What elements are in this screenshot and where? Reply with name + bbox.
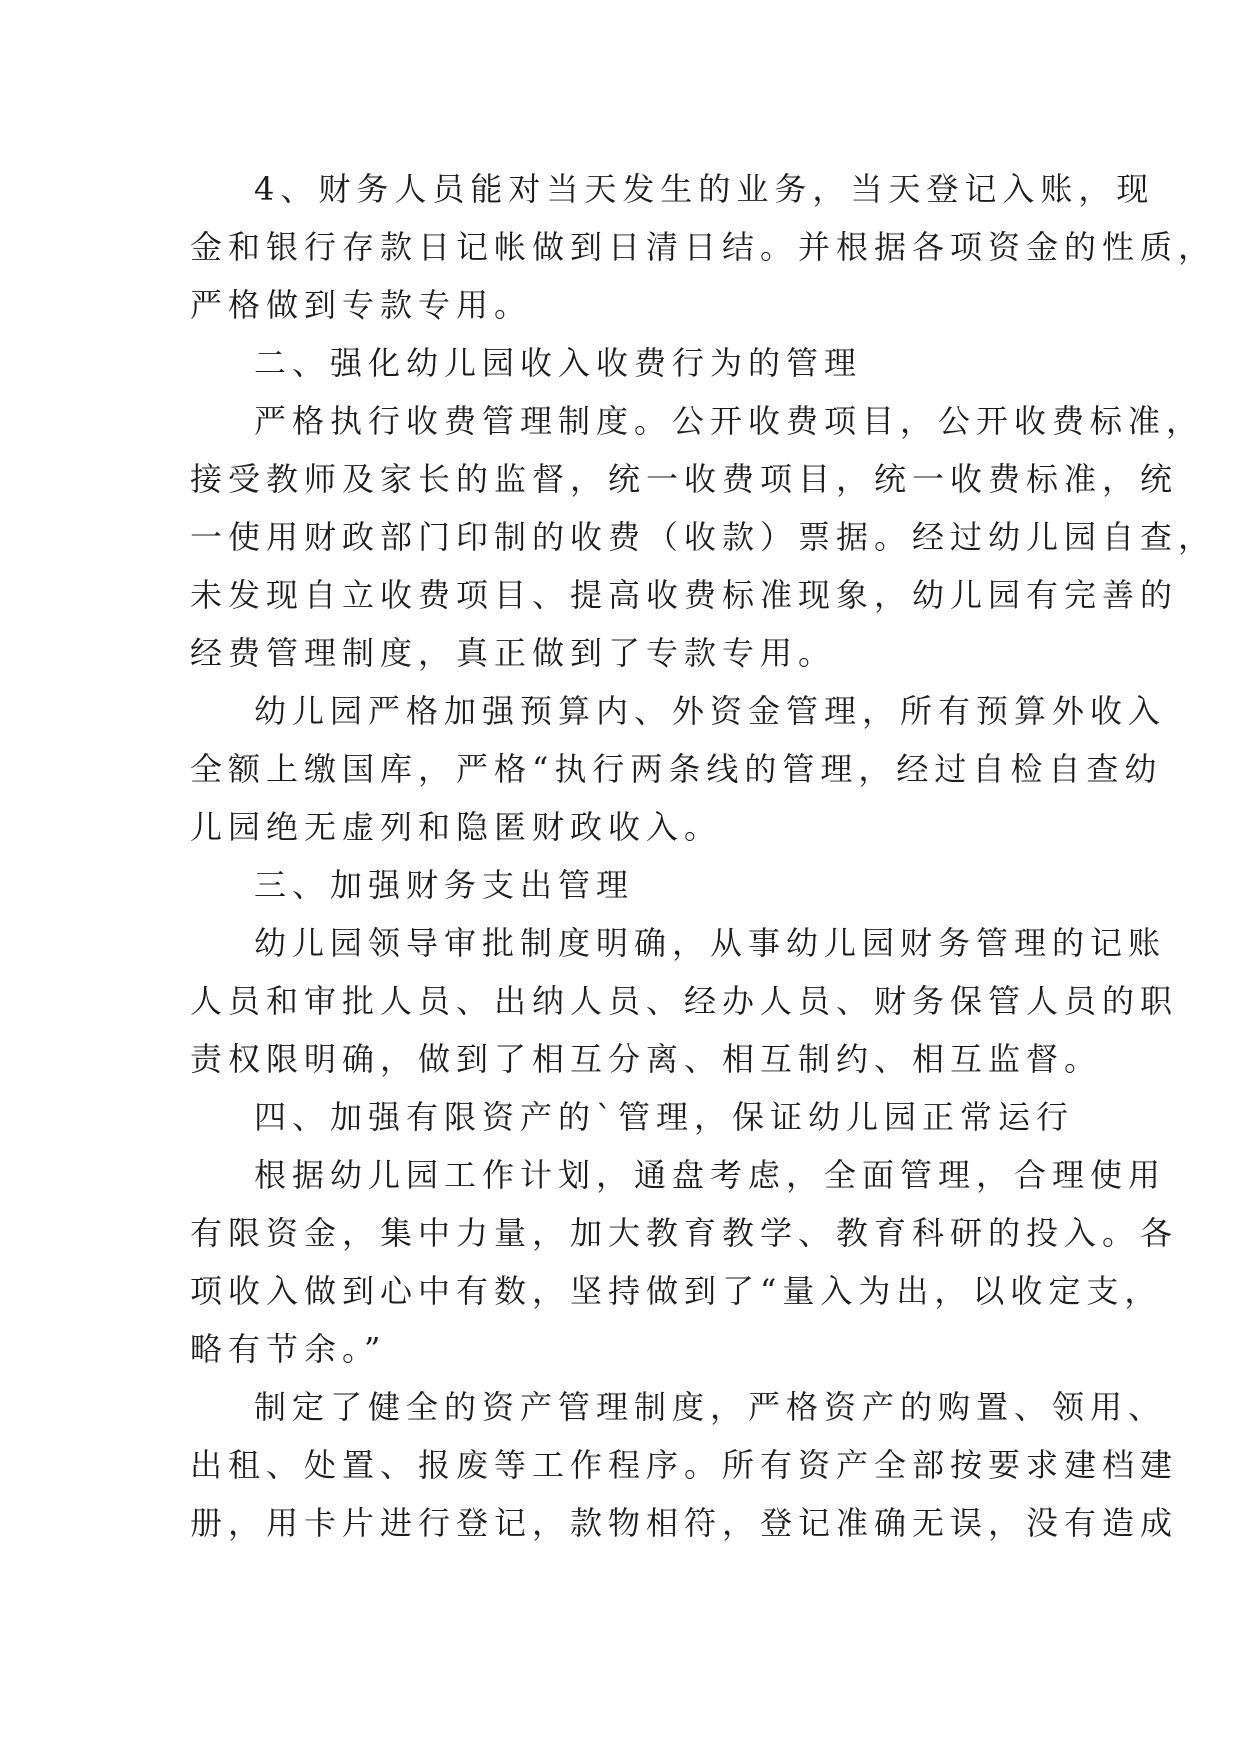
text-line: 严格执行收费管理制度。公开收费项目，公开收费标准， bbox=[254, 402, 1205, 440]
text-line: 有限资金，集中力量，加大教育教学、教育科研的投入。各 bbox=[190, 1214, 1179, 1252]
text-line: 接受教师及家长的监督，统一收费项目，统一收费标准，统 bbox=[190, 460, 1179, 498]
text-line: 三、加强财务支出管理 bbox=[254, 866, 635, 904]
text-line: 出租、处置、报废等工作程序。所有资产全部按要求建档建 bbox=[190, 1446, 1179, 1484]
text-line: 一使用财政部门印制的收费（收款）票据。经过幼儿园自查， bbox=[190, 518, 1217, 556]
text-line: 项收入做到心中有数，坚持做到了“量入为出，以收定支， bbox=[190, 1272, 1163, 1310]
text-line: 严格做到专款专用。 bbox=[190, 286, 533, 324]
text-line: 4、财务人员能对当天发生的业务，当天登记入账，现 bbox=[254, 170, 1155, 208]
text-line: 幼儿园领导审批制度明确，从事幼儿园财务管理的记账 bbox=[254, 924, 1167, 962]
text-line: 四、加强有限资产的`管理，保证幼儿园正常运行 bbox=[254, 1098, 1075, 1136]
text-line: 人员和审批人员、出纳人员、经办人员、财务保管人员的职 bbox=[190, 982, 1179, 1020]
text-line: 经费管理制度，真正做到了专款专用。 bbox=[190, 634, 837, 672]
text-line: 全额上缴国库，严格“执行两条线的管理，经过自检自查幼 bbox=[190, 750, 1163, 788]
text-line: 册，用卡片进行登记，款物相符，登记准确无误，没有造成 bbox=[190, 1504, 1179, 1542]
text-line: 儿园绝无虚列和隐匿财政收入。 bbox=[190, 808, 723, 846]
text-line: 金和银行存款日记帐做到日清日结。并根据各项资金的性质， bbox=[190, 228, 1217, 266]
text-line: 略有节余。” bbox=[190, 1330, 387, 1368]
text-line: 二、强化幼儿园收入收费行为的管理 bbox=[254, 344, 863, 382]
text-line: 制定了健全的资产管理制度，严格资产的购置、领用、 bbox=[254, 1388, 1167, 1426]
text-line: 根据幼儿园工作计划，通盘考虑，全面管理，合理使用 bbox=[254, 1156, 1167, 1194]
text-line: 幼儿园严格加强预算内、外资金管理，所有预算外收入 bbox=[254, 692, 1167, 730]
text-line: 未发现自立收费项目、提高收费标准现象，幼儿园有完善的 bbox=[190, 576, 1179, 614]
document-body bbox=[190, 160, 1217, 1552]
text-line: 责权限明确，做到了相互分离、相互制约、相互监督。 bbox=[190, 1040, 1103, 1078]
